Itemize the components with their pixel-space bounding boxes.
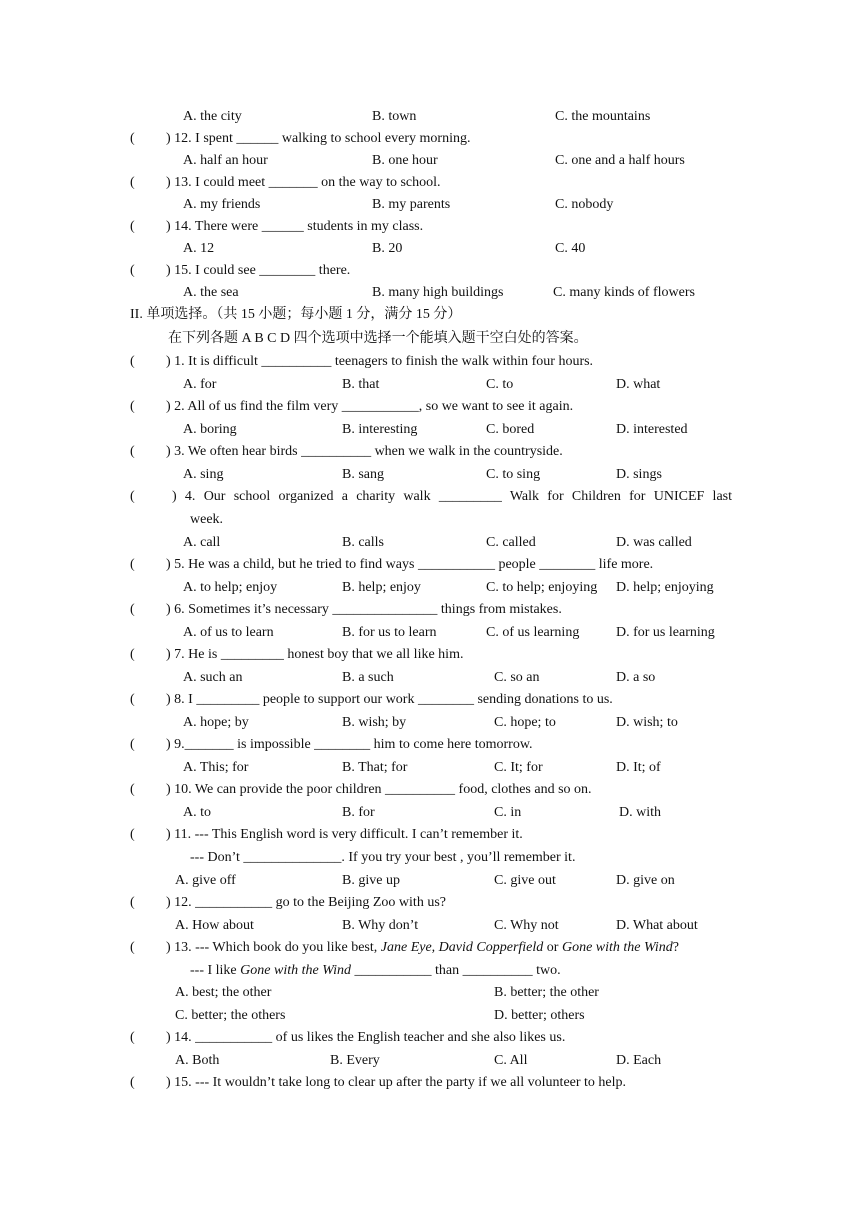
question-stem: ) 11. --- This English word is very difficult. I can’t remember it. bbox=[166, 827, 523, 842]
answer-paren: ( bbox=[130, 444, 135, 459]
option-c: C. All bbox=[494, 1053, 528, 1068]
option-a: A. 12 bbox=[183, 241, 215, 256]
option-a: A. How about bbox=[175, 918, 254, 933]
option-d: D. for us learning bbox=[616, 625, 715, 640]
question-stem: ) 7. He is _________ honest boy that we all like him. bbox=[166, 647, 464, 662]
option-a: A. hope; by bbox=[183, 715, 249, 730]
answer-paren: ( bbox=[130, 557, 135, 572]
book-title: Gone with the Wind bbox=[240, 963, 351, 978]
option-a: A. This; for bbox=[183, 760, 249, 775]
answer-paren: ( bbox=[130, 895, 135, 910]
option-d: D. interested bbox=[616, 422, 688, 437]
stem-text: --- I like bbox=[190, 963, 241, 978]
option-a: A. half an hour bbox=[183, 153, 268, 168]
answer-paren: ( bbox=[130, 354, 135, 369]
answer-paren: ( bbox=[130, 131, 135, 146]
option-d: D. wish; to bbox=[616, 715, 678, 730]
option-c: C. bored bbox=[486, 422, 535, 437]
option-c: C. to help; enjoying bbox=[486, 580, 598, 595]
section-instruction: 在下列各题 A B C D 四个选项中选择一个能填入题干空白处的答案。 bbox=[168, 331, 588, 346]
question-stem-continued: --- Don’t ______________. If you try your best , you’ll remember it. bbox=[190, 850, 576, 865]
question-stem: ) 5. He was a child, but he tried to find ways ___________ people ________ life more. bbox=[166, 557, 654, 572]
option-b: B. sang bbox=[342, 467, 384, 482]
question-stem: ) 12. ___________ go to the Beijing Zoo with us? bbox=[166, 895, 446, 910]
option-c: C. It; for bbox=[494, 760, 543, 775]
answer-paren: ( bbox=[130, 827, 135, 842]
option-b: B. my parents bbox=[372, 197, 451, 212]
option-a: A. to bbox=[183, 805, 211, 820]
option-b: B. for bbox=[342, 805, 375, 820]
question-stem: ) 8. I _________ people to support our work ________ sending donations to us. bbox=[166, 692, 613, 707]
option-c: C. in bbox=[494, 805, 522, 820]
option-c: C. nobody bbox=[555, 197, 614, 212]
option-a: A. boring bbox=[183, 422, 237, 437]
answer-paren: ( bbox=[130, 647, 135, 662]
question-stem bbox=[166, 940, 679, 956]
option-c: C. one and a half hours bbox=[555, 153, 685, 168]
option-c: C. hope; to bbox=[494, 715, 556, 730]
option-c: C. to bbox=[486, 377, 514, 392]
option-c: C. so an bbox=[494, 670, 540, 685]
question-stem: ) 6. Sometimes it’s necessary _______________ things from mistakes. bbox=[166, 602, 562, 617]
option-b: B. help; enjoy bbox=[342, 580, 421, 595]
option-d: D. What about bbox=[616, 918, 698, 933]
option-c: C. of us learning bbox=[486, 625, 580, 640]
option-b: B. many high buildings bbox=[372, 285, 504, 300]
answer-paren: ( bbox=[130, 782, 135, 797]
option-b: B. 20 bbox=[372, 241, 403, 256]
section-heading: II. 单项选择。（共 15 小题；每小题 1 分，满分 15 分） bbox=[130, 307, 462, 322]
option-b: B. for us to learn bbox=[342, 625, 437, 640]
option-c: C. to sing bbox=[486, 467, 541, 482]
option-b: B. one hour bbox=[372, 153, 438, 168]
question-stem: ) 4. Our school organized a charity walk _________ Walk for Children for UNICEF last bbox=[172, 489, 732, 504]
question-stem: ) 9._______ is impossible ________ him to come here tomorrow. bbox=[166, 737, 533, 752]
option-d: D. sings bbox=[616, 467, 662, 482]
question-stem-continued: week. bbox=[190, 512, 224, 527]
option-d: D. Each bbox=[616, 1053, 662, 1068]
answer-paren: ( bbox=[130, 692, 135, 707]
option-c: C. called bbox=[486, 535, 536, 550]
option-b: B. That; for bbox=[342, 760, 408, 775]
option-d: D. help; enjoying bbox=[616, 580, 714, 595]
question-stem: ) 14. There were ______ students in my class. bbox=[166, 219, 424, 234]
option-c: C. Why not bbox=[494, 918, 559, 933]
option-c: C. better; the others bbox=[175, 1008, 286, 1023]
option-a: A. call bbox=[183, 535, 221, 550]
option-d: D. was called bbox=[616, 535, 692, 550]
answer-paren: ( bbox=[130, 1075, 135, 1090]
option-b: B. interesting bbox=[342, 422, 418, 437]
option-a: A. best; the other bbox=[175, 985, 272, 1000]
option-c: C. 40 bbox=[555, 241, 586, 256]
option-b: B. that bbox=[342, 377, 380, 392]
option-b: B. wish; by bbox=[342, 715, 407, 730]
answer-paren: ( bbox=[130, 219, 135, 234]
option-b: B. town bbox=[372, 109, 417, 124]
answer-paren: ( bbox=[130, 1030, 135, 1045]
question-stem: ) 15. I could see ________ there. bbox=[166, 263, 351, 278]
option-c: C. the mountains bbox=[555, 109, 651, 124]
option-a: A. the sea bbox=[183, 285, 239, 300]
option-d: D. with bbox=[619, 805, 661, 820]
option-d: D. It; of bbox=[616, 760, 661, 775]
question-stem: ) 3. We often hear birds __________ when we walk in the countryside. bbox=[166, 444, 563, 459]
answer-paren: ( bbox=[130, 940, 135, 955]
option-b: B. Every bbox=[330, 1053, 380, 1068]
answer-paren: ( bbox=[130, 602, 135, 617]
book-title: Jane Eye, David Copperfield bbox=[380, 940, 544, 955]
option-b: B. calls bbox=[342, 535, 384, 550]
option-a: A. to help; enjoy bbox=[183, 580, 278, 595]
option-c: C. give out bbox=[494, 873, 556, 888]
option-d: D. what bbox=[616, 377, 661, 392]
question-stem: ) 10. We can provide the poor children __________ food, clothes and so on. bbox=[166, 782, 592, 797]
question-stem: ) 13. I could meet _______ on the way to school. bbox=[166, 175, 441, 190]
option-c: C. many kinds of flowers bbox=[553, 285, 695, 300]
option-a: A. of us to learn bbox=[183, 625, 274, 640]
question-stem: ) 1. It is difficult __________ teenagers to finish the walk within four hours. bbox=[166, 354, 594, 369]
option-d: D. a so bbox=[616, 670, 656, 685]
option-a: A. Both bbox=[175, 1053, 220, 1068]
option-d: D. give on bbox=[616, 873, 675, 888]
question-stem: ) 12. I spent ______ walking to school every morning. bbox=[166, 131, 471, 146]
stem-text: ___________ than __________ two. bbox=[350, 963, 561, 978]
stem-text: ) 13. --- Which book do you like best, bbox=[166, 940, 381, 955]
option-a: A. my friends bbox=[183, 197, 261, 212]
option-a: A. for bbox=[183, 377, 217, 392]
option-a: A. give off bbox=[175, 873, 236, 888]
option-b: B. give up bbox=[342, 873, 400, 888]
answer-paren: ( bbox=[130, 175, 135, 190]
book-title: Gone with the Wind bbox=[561, 940, 673, 955]
option-d: D. better; others bbox=[494, 1008, 585, 1023]
answer-paren: ( bbox=[130, 737, 135, 752]
option-b: B. better; the other bbox=[494, 985, 599, 1000]
stem-text: or bbox=[543, 940, 562, 955]
answer-paren: ( bbox=[130, 399, 135, 414]
stem-text: ? bbox=[672, 940, 679, 955]
question-stem: ) 2. All of us find the film very ___________, so we want to see it again. bbox=[166, 399, 574, 414]
question-stem: ) 15. --- It wouldn’t take long to clear up after the party if we all volunteer to help. bbox=[166, 1075, 627, 1090]
question-stem: ) 14. ___________ of us likes the English teacher and she also likes us. bbox=[166, 1030, 566, 1045]
option-b: B. a such bbox=[342, 670, 394, 685]
option-b: B. Why don’t bbox=[342, 918, 419, 933]
option-a: A. sing bbox=[183, 467, 224, 482]
question-stem-continued bbox=[190, 963, 561, 979]
answer-paren: ( bbox=[130, 489, 135, 504]
answer-paren: ( bbox=[130, 263, 135, 278]
option-a: A. the city bbox=[183, 109, 242, 124]
option-a: A. such an bbox=[183, 670, 243, 685]
